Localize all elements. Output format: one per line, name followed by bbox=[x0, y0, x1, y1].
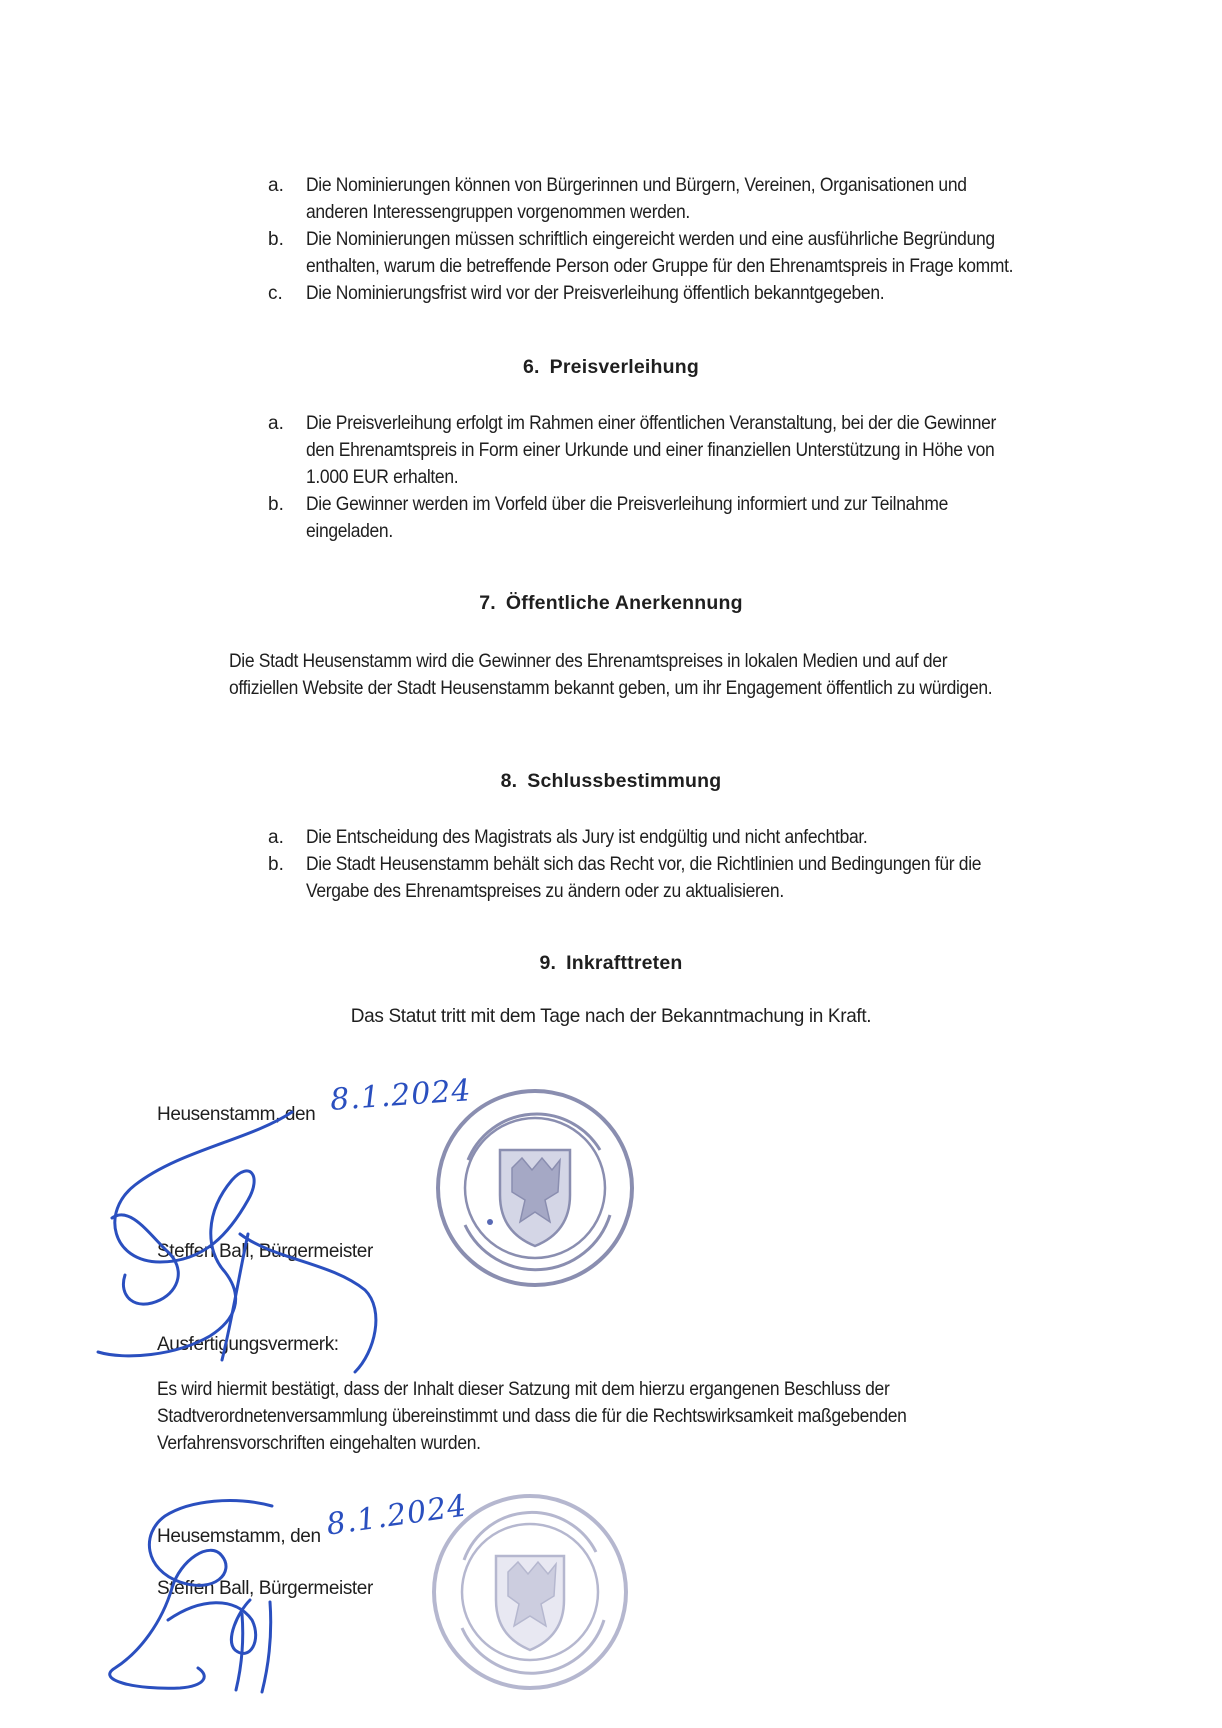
section-number: 7. bbox=[479, 592, 496, 614]
list-text-line: eingeladen. bbox=[306, 521, 393, 542]
paragraph-line: Es wird hiermit bestätigt, dass der Inhalt dieser Satzung mit dem hierzu ergangenen Beschluss der bbox=[157, 1379, 890, 1400]
ausfertigung-heading: Ausfertigungsvermerk: bbox=[157, 1334, 339, 1355]
list-text-line: Die Stadt Heusenstamm behält sich das Recht vor, die Richtlinien und Bedingungen für die bbox=[306, 854, 982, 875]
list-marker: b. bbox=[268, 494, 284, 515]
handwritten-signature bbox=[110, 1501, 272, 1692]
section-title: Inkrafttreten bbox=[566, 952, 683, 974]
list-marker: a. bbox=[268, 827, 284, 848]
list-text-line: anderen Interessengruppen vorgenommen werden. bbox=[306, 202, 690, 223]
list-text-line: Die Nominierungen müssen schriftlich eingereicht werden und eine ausführliche Begründung bbox=[306, 229, 995, 250]
section-number: 8. bbox=[500, 770, 518, 792]
list-text-line: Die Preisverleihung erfolgt im Rahmen einer öffentlichen Veranstaltung, bei der die Gewinner bbox=[306, 413, 997, 434]
list-text-line: enthalten, warum die betreffende Person oder Gruppe für den Ehrenamtspreis in Frage kommt. bbox=[306, 256, 1014, 277]
paragraph-line: offiziellen Website der Stadt Heusenstamm bekannt geben, um ihr Engagement öffentlich zu würdigen. bbox=[229, 678, 993, 699]
list-text-line: Die Nominierungsfrist wird vor der Preisverleihung öffentlich bekanntgegeben. bbox=[306, 283, 885, 304]
city-seal-stamp bbox=[438, 1091, 632, 1285]
list-text-line: Die Gewinner werden im Vorfeld über die Preisverleihung informiert und zur Teilnahme bbox=[306, 494, 949, 515]
list-marker: b. bbox=[268, 854, 284, 875]
paragraph-line: Verfahrensvorschriften eingehalten wurden. bbox=[157, 1433, 481, 1454]
list-text-line: Vergabe des Ehrenamtspreises zu ändern oder zu aktualisieren. bbox=[306, 881, 784, 902]
section-number: 9. bbox=[539, 952, 557, 974]
handwritten-date: 8.1.2024 bbox=[324, 1488, 470, 1543]
handwritten-date: 8.1.2024 bbox=[328, 1073, 473, 1118]
section-title: Öffentliche Anerkennung bbox=[505, 592, 743, 614]
list-text-line: den Ehrenamtspreis in Form einer Urkunde und einer finanziellen Unterstützung in Höhe von bbox=[306, 440, 995, 461]
section-title: Preisverleihung bbox=[549, 356, 699, 378]
list-text-line: Die Entscheidung des Magistrats als Jury ist endgültig und nicht anfechtbar. bbox=[306, 827, 868, 848]
section-number: 6. bbox=[523, 356, 540, 378]
list-marker: a. bbox=[268, 413, 284, 434]
paragraph-line: Die Stadt Heusenstamm wird die Gewinner des Ehrenamtspreises in lokalen Medien und auf der bbox=[229, 651, 948, 672]
section-title: Schlussbestimmung bbox=[527, 770, 722, 792]
list-text-line: 1.000 EUR erhalten. bbox=[306, 467, 459, 488]
signer-name: Steffen Ball, Bürgermeister bbox=[157, 1241, 373, 1262]
list-marker: b. bbox=[268, 229, 284, 250]
list-marker: c. bbox=[268, 283, 283, 304]
city-seal-stamp bbox=[434, 1496, 626, 1688]
handwritten-signature bbox=[98, 1112, 376, 1372]
paragraph-line: Stadtverordnetenversammlung übereinstimmt und dass die für die Rechtswirksamkeit maßgebenden bbox=[157, 1406, 907, 1427]
place-date-label: Heusenstamm, den bbox=[157, 1104, 316, 1125]
signer-name: Steffen Ball, Bürgermeister bbox=[157, 1578, 373, 1599]
place-date-label: Heusemstamm, den bbox=[157, 1526, 321, 1547]
list-marker: a. bbox=[268, 175, 284, 196]
section9-text: Das Statut tritt mit dem Tage nach der Bekanntmachung in Kraft. bbox=[350, 1006, 872, 1027]
list-text-line: Die Nominierungen können von Bürgerinnen und Bürgern, Vereinen, Organisationen und bbox=[306, 175, 967, 196]
